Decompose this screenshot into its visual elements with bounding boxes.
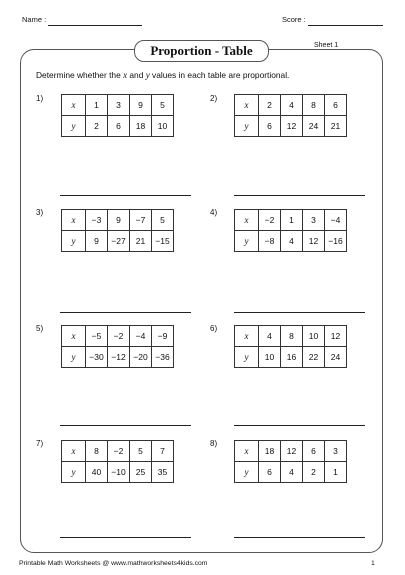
y-row: [62, 116, 174, 137]
value-cell: 4: [259, 326, 281, 347]
score-label: Score :: [282, 15, 306, 24]
x-row: [62, 210, 174, 231]
problem-8-answer-line[interactable]: [234, 537, 365, 538]
problem-5-number: 5): [36, 324, 44, 333]
value-cell: −2: [108, 441, 130, 462]
variable-header-cell: x: [235, 210, 259, 231]
problem-1-table: [61, 94, 174, 137]
value-cell: 9: [130, 95, 152, 116]
value-cell: −4: [325, 210, 347, 231]
value-cell: 9: [86, 231, 108, 252]
x-row: [235, 441, 347, 462]
value-cell: 40: [86, 462, 108, 483]
x-row: [235, 210, 347, 231]
variable-header-cell: y: [235, 116, 259, 137]
x-row: [62, 326, 174, 347]
value-cell: 12: [325, 326, 347, 347]
y-row: [62, 347, 174, 368]
problem-3-answer-line[interactable]: [60, 312, 191, 313]
problem-4-number: 4): [210, 208, 218, 217]
value-cell: 4: [281, 462, 303, 483]
value-cell: 6: [325, 95, 347, 116]
value-cell: 10: [152, 116, 174, 137]
value-cell: −9: [152, 326, 174, 347]
sheet-label: Sheet 1: [314, 42, 339, 49]
variable-header-cell: y: [62, 116, 86, 137]
value-cell: 25: [130, 462, 152, 483]
problem-6-answer-line[interactable]: [234, 425, 365, 426]
value-cell: 5: [152, 210, 174, 231]
value-cell: 1: [325, 462, 347, 483]
variable-header-cell: x: [235, 95, 259, 116]
problem-7-number: 7): [36, 439, 44, 448]
problem-1-number: 1): [36, 94, 44, 103]
x-row: [235, 326, 347, 347]
value-cell: −30: [86, 347, 108, 368]
value-cell: 16: [281, 347, 303, 368]
problem-2-answer-line[interactable]: [234, 195, 365, 196]
value-cell: 18: [259, 441, 281, 462]
instructions: Determine whether the x and y values in each table are proportional.: [36, 70, 290, 80]
value-cell: 2: [86, 116, 108, 137]
y-row: [62, 462, 174, 483]
x-row: [235, 95, 347, 116]
variable-header-cell: y: [235, 231, 259, 252]
value-cell: 6: [108, 116, 130, 137]
y-row: [235, 231, 347, 252]
variable-header-cell: x: [62, 95, 86, 116]
value-cell: −4: [130, 326, 152, 347]
value-cell: 24: [325, 347, 347, 368]
value-cell: 5: [130, 441, 152, 462]
value-cell: −10: [108, 462, 130, 483]
problem-8-table: [234, 440, 347, 483]
value-cell: 6: [303, 441, 325, 462]
problem-2-number: 2): [210, 94, 218, 103]
value-cell: 21: [325, 116, 347, 137]
value-cell: 22: [303, 347, 325, 368]
variable-header-cell: y: [62, 462, 86, 483]
value-cell: 35: [152, 462, 174, 483]
value-cell: −27: [108, 231, 130, 252]
value-cell: 18: [130, 116, 152, 137]
value-cell: 1: [86, 95, 108, 116]
value-cell: 12: [281, 441, 303, 462]
y-row: [235, 347, 347, 368]
footer-text: Printable Math Worksheets @ www.mathworksheets4kids.com: [19, 560, 208, 567]
value-cell: 6: [259, 462, 281, 483]
y-row: [62, 231, 174, 252]
value-cell: 1: [281, 210, 303, 231]
value-cell: −16: [325, 231, 347, 252]
problem-8-number: 8): [210, 439, 218, 448]
problem-3-table: [61, 209, 174, 252]
value-cell: 4: [281, 95, 303, 116]
y-row: [235, 462, 347, 483]
value-cell: −2: [108, 326, 130, 347]
value-cell: 7: [152, 441, 174, 462]
problem-6-number: 6): [210, 324, 218, 333]
value-cell: 2: [259, 95, 281, 116]
problem-7-table: [61, 440, 174, 483]
problem-7-answer-line[interactable]: [60, 537, 191, 538]
value-cell: −15: [152, 231, 174, 252]
value-cell: 12: [281, 116, 303, 137]
value-cell: 8: [303, 95, 325, 116]
value-cell: 4: [281, 231, 303, 252]
page-number: 1: [371, 560, 375, 567]
variable-header-cell: x: [62, 326, 86, 347]
worksheet-title: Proportion - Table: [134, 40, 269, 62]
name-label: Name :: [22, 15, 47, 24]
problem-3-number: 3): [36, 208, 44, 217]
x-row: [62, 441, 174, 462]
value-cell: −2: [259, 210, 281, 231]
problem-5-answer-line[interactable]: [60, 425, 191, 426]
value-cell: 8: [86, 441, 108, 462]
problem-6-table: [234, 325, 347, 368]
variable-header-cell: y: [62, 231, 86, 252]
y-row: [235, 116, 347, 137]
value-cell: −36: [152, 347, 174, 368]
value-cell: −5: [86, 326, 108, 347]
value-cell: 6: [259, 116, 281, 137]
value-cell: 3: [303, 210, 325, 231]
problem-2-table: [234, 94, 347, 137]
problem-1-answer-line[interactable]: [60, 195, 191, 196]
value-cell: 9: [108, 210, 130, 231]
score-field-line[interactable]: [308, 25, 383, 26]
value-cell: 3: [325, 441, 347, 462]
variable-header-cell: x: [62, 210, 86, 231]
value-cell: 5: [152, 95, 174, 116]
value-cell: 21: [130, 231, 152, 252]
variable-header-cell: x: [235, 441, 259, 462]
x-row: [62, 95, 174, 116]
variable-header-cell: x: [62, 441, 86, 462]
value-cell: 10: [303, 326, 325, 347]
value-cell: −7: [130, 210, 152, 231]
value-cell: −20: [130, 347, 152, 368]
variable-header-cell: x: [235, 326, 259, 347]
value-cell: 10: [259, 347, 281, 368]
value-cell: −8: [259, 231, 281, 252]
value-cell: 2: [303, 462, 325, 483]
variable-header-cell: y: [235, 462, 259, 483]
problem-4-table: [234, 209, 347, 252]
value-cell: −12: [108, 347, 130, 368]
value-cell: 8: [281, 326, 303, 347]
value-cell: 24: [303, 116, 325, 137]
value-cell: 12: [303, 231, 325, 252]
variable-header-cell: y: [235, 347, 259, 368]
problem-5-table: [61, 325, 174, 368]
variable-header-cell: y: [62, 347, 86, 368]
name-field-line[interactable]: [48, 25, 142, 26]
value-cell: −3: [86, 210, 108, 231]
problem-4-answer-line[interactable]: [234, 312, 365, 313]
value-cell: 3: [108, 95, 130, 116]
